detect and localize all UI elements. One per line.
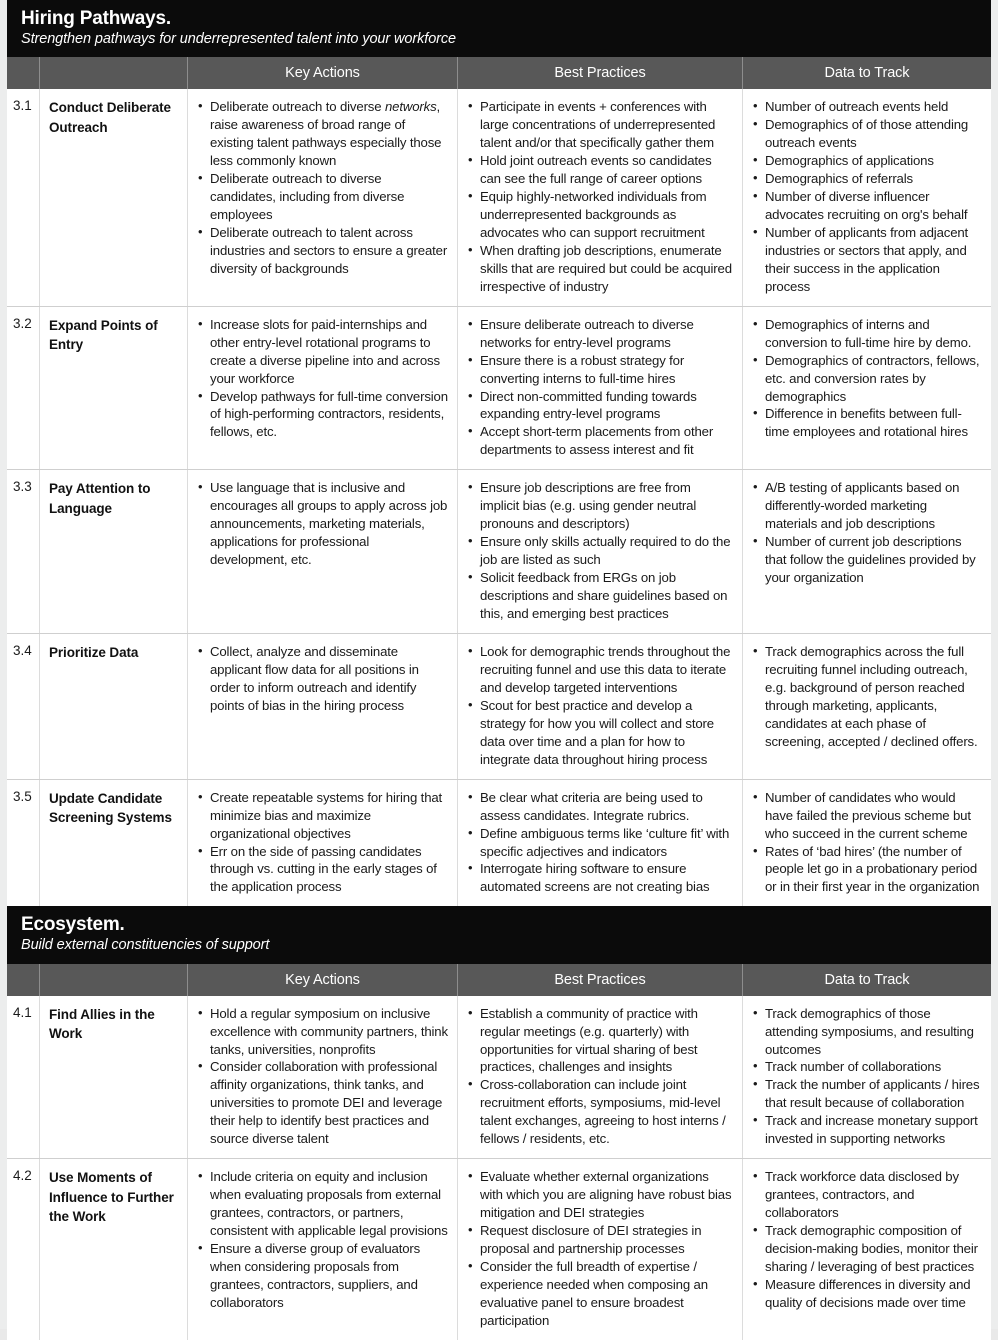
header-blank-number xyxy=(7,964,40,996)
data-to-track-cell xyxy=(743,1159,991,1340)
key-actions-cell xyxy=(188,780,458,907)
bullet-item: • Deliberate outreach to talent across industries and sectors to ensure a greater diversity of backgrounds xyxy=(197,224,448,278)
header-key-actions: Key Actions xyxy=(188,57,458,89)
best-practices-cell xyxy=(458,307,743,470)
data-to-track-list xyxy=(752,643,982,751)
best-practices-list xyxy=(467,316,733,460)
row-number: 3.1 xyxy=(13,98,32,114)
bullet-item: • Define ambiguous terms like ‘culture fit’ with specific adjectives and indicators xyxy=(467,825,733,861)
bullet-item: • Request disclosure of DEI strategies in proposal and partnership processes xyxy=(467,1222,733,1258)
bullet-item: • Ensure only skills actually required to do the job are listed as such xyxy=(467,533,733,569)
section-subtitle: Strengthen pathways for underrepresented talent into your workforce xyxy=(21,30,456,47)
data-to-track-cell xyxy=(743,470,991,633)
header-best-practices: Best Practices xyxy=(458,964,743,996)
best-practices-cell xyxy=(458,634,743,779)
row-number-cell xyxy=(7,470,40,633)
bullet-item: • Demographics of contractors, fellows, etc. and conversion rates by demographics xyxy=(752,352,982,406)
bullet-item: • Use language that is inclusive and encourages all groups to apply across job announcements, marketing materials, applications for professional development, etc. xyxy=(197,479,448,569)
row-title-cell xyxy=(40,1159,188,1340)
bullet-item: • Deliberate outreach to diverse networks, raise awareness of broad range of existing talent pathways especially those less commonly known xyxy=(197,98,448,170)
header-data-to-track: Data to Track xyxy=(824,971,910,988)
table-row xyxy=(7,1159,991,1340)
bullet-item: • Scout for best practice and develop a strategy for how you will collect and store data over time and a plan for how to integrate data throughout hiring process xyxy=(467,697,733,769)
row-title: Expand Points of Entry xyxy=(49,317,158,353)
row-number-cell xyxy=(7,780,40,907)
best-practices-cell xyxy=(458,89,743,305)
row-number: 4.1 xyxy=(13,1004,32,1020)
key-actions-cell xyxy=(188,634,458,779)
bullet-item: • Number of applicants from adjacent industries or sectors that apply, and their success in the application process xyxy=(752,224,982,296)
row-title-cell xyxy=(40,307,188,470)
bullet-item: • Track and increase monetary support invested in supporting networks xyxy=(752,1112,982,1148)
best-practices-cell xyxy=(458,996,743,1159)
table-row xyxy=(7,307,991,471)
bullet-item: • Measure differences in diversity and quality of decisions made over time xyxy=(752,1276,982,1312)
bullet-item: • Track demographics of those attending symposiums, and resulting outcomes xyxy=(752,1005,982,1059)
bullet-item: • Err on the side of passing candidates through vs. cutting in the early stages of the application process xyxy=(197,843,448,897)
key-actions-list xyxy=(197,316,448,442)
row-number: 3.5 xyxy=(13,788,32,804)
header-blank-number xyxy=(7,57,40,89)
bullet-item: • Track demographics across the full recruiting funnel including outreach, e.g. background of person reached through marketing, applicants, candidates at each phase of screening, accepted / declined offers. xyxy=(752,643,982,751)
bullet-item: • Increase slots for paid-internships and other entry-level rotational programs to create a diverse pipeline into and across your workforce xyxy=(197,316,448,388)
bullet-item: • Track number of collaborations xyxy=(752,1058,982,1076)
bullet-item: • Ensure a diverse group of evaluators when considering proposals from grantees, contractors, suppliers, and collaborators xyxy=(197,1240,448,1312)
row-title: Pay Attention to Language xyxy=(49,481,151,516)
bullet-item: • Direct non-committed funding towards expanding entry-level programs xyxy=(467,388,733,424)
section-table xyxy=(7,996,991,1340)
bullet-item: • Number of diverse influencer advocates recruiting on org's behalf xyxy=(752,188,982,224)
key-actions-list xyxy=(197,643,448,715)
bullet-item: • Ensure there is a robust strategy for converting interns to full-time hires xyxy=(467,352,733,388)
best-practices-list xyxy=(467,643,733,769)
key-actions-list xyxy=(197,789,448,897)
bullet-item: • Ensure deliberate outreach to diverse networks for entry-level programs xyxy=(467,316,733,352)
bullet-item: • When drafting job descriptions, enumerate skills that are required but could be acquired irrespective of industry xyxy=(467,242,733,296)
bullet-item: • Number of current job descriptions that follow the guidelines provided by your organization xyxy=(752,533,982,587)
table-row xyxy=(7,780,991,907)
row-title-cell xyxy=(40,780,188,907)
bullet-item: • Hold joint outreach events so candidates can see the full range of career options xyxy=(467,152,733,188)
bullet-item: • Demographics of referrals xyxy=(752,170,982,188)
bullet-item: • Track demographic composition of decision-making bodies, monitor their sharing / leveraging of best practices xyxy=(752,1222,982,1276)
row-number-cell xyxy=(7,89,40,305)
best-practices-cell xyxy=(458,1159,743,1340)
bullet-item: • Number of outreach events held xyxy=(752,98,982,116)
data-to-track-cell xyxy=(743,780,991,907)
bullet-item: • Track the number of applicants / hires that result because of collaboration xyxy=(752,1076,982,1112)
row-number-cell xyxy=(7,634,40,779)
bullet-item: • Hold a regular symposium on inclusive excellence with community partners, think tanks, universities, nonprofits xyxy=(197,1005,448,1059)
bullet-item: • Equip highly-networked individuals from underrepresented backgrounds as advocates who can support recruitment xyxy=(467,188,733,242)
bullet-item: • Consider the full breadth of expertise / experience needed when composing an evaluative panel to ensure broadest participation xyxy=(467,1258,733,1330)
table-row xyxy=(7,634,991,780)
bullet-item: • Be clear what criteria are being used to assess candidates. Integrate rubrics. xyxy=(467,789,733,825)
data-to-track-list xyxy=(752,1168,982,1312)
data-to-track-list xyxy=(752,479,982,587)
header-key-actions: Key Actions xyxy=(188,964,458,996)
best-practices-list xyxy=(467,789,733,897)
bullet-item: • Accept short-term placements from other departments to assess interest and fit xyxy=(467,423,733,459)
bullet-item: • Demographics of applications xyxy=(752,152,982,170)
row-title-cell xyxy=(40,470,188,633)
section-banner xyxy=(7,0,991,57)
table-row xyxy=(7,89,991,306)
bullet-item: • Create repeatable systems for hiring that minimize bias and maximize organizational objectives xyxy=(197,789,448,843)
bullet-item: • Difference in benefits between full-time employees and rotational hires xyxy=(752,405,982,441)
row-title-cell xyxy=(40,996,188,1159)
bullet-item: • Number of candidates who would have failed the previous scheme but who succeed in the current scheme xyxy=(752,789,982,843)
row-number: 4.2 xyxy=(13,1168,32,1184)
bullet-item: • Include criteria on equity and inclusion when evaluating proposals from external grantees, contractors, or partners, consistent with applicable legal provisions xyxy=(197,1168,448,1240)
row-number-cell xyxy=(7,996,40,1159)
data-to-track-list xyxy=(752,789,982,897)
row-number-cell xyxy=(7,307,40,470)
bullet-item: • Rates of ‘bad hires’ (the number of people let go in a probationary period or in their first year in the organization xyxy=(752,843,982,897)
data-to-track-list xyxy=(752,316,982,442)
bullet-item: • Track workforce data disclosed by grantees, contractors, and collaborators xyxy=(752,1168,982,1222)
header-blank-title xyxy=(40,57,188,89)
section-banner xyxy=(7,906,991,963)
bullet-item: • Demographics of interns and conversion to full-time hire by demo. xyxy=(752,316,982,352)
row-number-cell xyxy=(7,1159,40,1340)
row-title-cell xyxy=(40,89,188,305)
table-row xyxy=(7,470,991,634)
header-blank-title xyxy=(40,964,188,996)
row-title-cell xyxy=(40,634,188,779)
key-actions-list xyxy=(197,479,448,569)
key-actions-list xyxy=(197,1005,448,1149)
row-number: 3.3 xyxy=(13,479,32,495)
row-title: Conduct Deliberate Outreach xyxy=(49,100,171,135)
bullet-item: • Consider collaboration with professional affinity organizations, think tanks, and universities to promote DEI and leverage their help to identify best practices and source diverse talent xyxy=(197,1058,448,1148)
key-actions-cell xyxy=(188,470,458,633)
row-number: 3.2 xyxy=(13,315,32,331)
bullet-item: • Establish a community of practice with regular meetings (e.g. quarterly) with opportunities for virtual sharing of best practices, challenges and insights xyxy=(467,1005,733,1077)
best-practices-list xyxy=(467,479,733,623)
bullet-item: • Collect, analyze and disseminate applicant flow data for all positions in order to inform outreach and identify points of bias in the hiring process xyxy=(197,643,448,715)
header-best-practices: Best Practices xyxy=(458,57,743,89)
bullet-item: • Interrogate hiring software to ensure automated screens are not creating bias xyxy=(467,860,733,896)
bullet-item: • Cross-collaboration can include joint recruitment efforts, symposiums, mid-level talent exchanges, agreeing to host interns / fellows / residents, etc. xyxy=(467,1076,733,1148)
bullet-item: • Look for demographic trends throughout the recruiting funnel and use this data to iterate and develop targeted interventions xyxy=(467,643,733,697)
bullet-item: • Participate in events + conferences with large concentrations of underrepresented talent and/or that specifically gather them xyxy=(467,98,733,152)
section-title: Ecosystem. xyxy=(21,914,125,936)
best-practices-list xyxy=(467,1168,733,1330)
row-title: Update Candidate Screening Systems xyxy=(49,790,172,826)
data-to-track-list xyxy=(752,98,982,295)
section-subtitle: Build external constituencies of support xyxy=(21,937,270,954)
bullet-item: • Evaluate whether external organizations with which you are aligning have robust bias mitigation and DEI strategies xyxy=(467,1168,733,1222)
bullet-item: • Solicit feedback from ERGs on job descriptions and share guidelines based on this, and emerging best practices xyxy=(467,569,733,623)
section-table xyxy=(7,89,991,906)
key-actions-cell xyxy=(188,996,458,1159)
data-to-track-list xyxy=(752,1005,982,1149)
key-actions-cell xyxy=(188,89,458,305)
best-practices-list xyxy=(467,98,733,295)
data-to-track-cell xyxy=(743,307,991,470)
data-to-track-cell xyxy=(743,89,991,305)
key-actions-list xyxy=(197,98,448,278)
key-actions-cell xyxy=(188,1159,458,1340)
bullet-item: • A/B testing of applicants based on differently-worded marketing materials and job descriptions xyxy=(752,479,982,533)
key-actions-list xyxy=(197,1168,448,1312)
column-header-row xyxy=(7,964,991,996)
key-actions-cell xyxy=(188,307,458,470)
best-practices-cell xyxy=(458,470,743,633)
data-to-track-cell xyxy=(743,634,991,779)
row-title: Prioritize Data xyxy=(49,644,139,660)
header-data-to-track: Data to Track xyxy=(824,65,910,82)
bullet-item: • Deliberate outreach to diverse candidates, including from diverse employees xyxy=(197,170,448,224)
bullet-item: • Develop pathways for full-time conversion of high-performing contractors, residents, fellows, etc. xyxy=(197,388,448,442)
section-title: Hiring Pathways. xyxy=(21,8,171,29)
best-practices-list xyxy=(467,1005,733,1149)
data-to-track-cell xyxy=(743,996,991,1159)
table-row xyxy=(7,996,991,1160)
best-practices-cell xyxy=(458,780,743,907)
bullet-item: • Ensure job descriptions are free from implicit bias (e.g. using gender neutral pronouns and descriptors) xyxy=(467,479,733,533)
row-title: Use Moments of Influence to Further the Work xyxy=(49,1170,174,1225)
row-number: 3.4 xyxy=(13,642,32,658)
column-header-row xyxy=(7,57,991,89)
bullet-item: • Demographics of of those attending outreach events xyxy=(752,116,982,152)
row-title: Find Allies in the Work xyxy=(49,1006,155,1042)
